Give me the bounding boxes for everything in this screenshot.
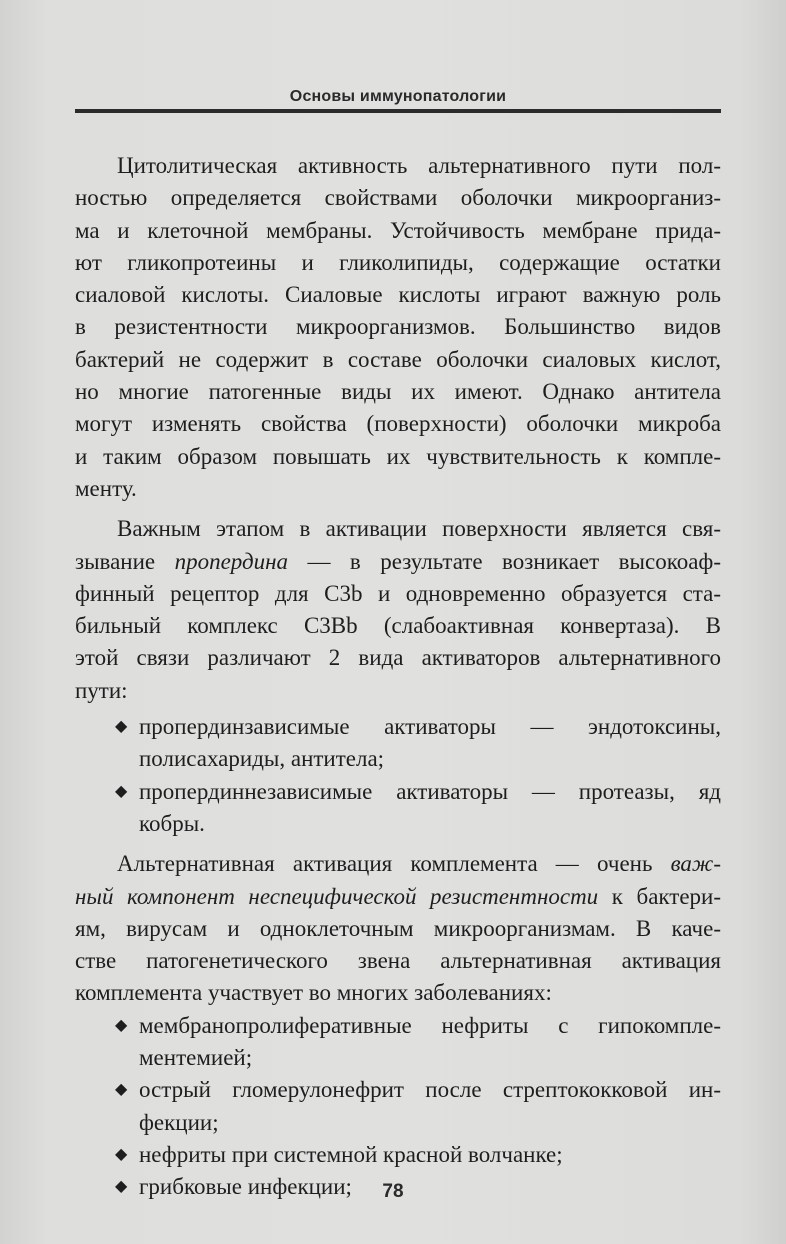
- text-line: комплемента участвует во многих заболеваниях:: [75, 980, 552, 1006]
- text-line: бильный комплекс C3Bb (слабоактивная конвертаза). В: [75, 613, 721, 639]
- diamond-bullet-icon: ◆: [115, 1081, 128, 1099]
- list-item: [75, 1010, 721, 1075]
- text-line: полисахариды, антитела;: [139, 746, 385, 772]
- running-title: Основы иммунопатологии: [289, 88, 507, 105]
- text-run: зывание: [75, 548, 175, 574]
- text-line: и таким образом повышать их чувствительность к компле-: [75, 443, 721, 469]
- paragraph-3: [75, 848, 721, 1009]
- text-line: ментемией;: [139, 1045, 253, 1071]
- list-item: [75, 1139, 721, 1171]
- term-properdin: пропердина: [174, 548, 289, 574]
- diseases-list: [75, 1010, 721, 1204]
- list-item: [75, 711, 721, 776]
- list-item: [75, 776, 721, 841]
- paragraph-2: [75, 513, 721, 707]
- list-item: [75, 1074, 721, 1139]
- text-run: — в результате возникает высокоаф-: [288, 548, 721, 574]
- text-line: [75, 881, 721, 913]
- diamond-bullet-icon: ◆: [115, 1178, 128, 1196]
- activators-list: [75, 711, 721, 840]
- text-line: финный рецептор для C3b и одновременно образуется ста-: [75, 580, 721, 606]
- text-line: грибковые инфекции;: [139, 1174, 352, 1200]
- diamond-bullet-icon: ◆: [115, 718, 128, 736]
- text-line: Цитолитическая активность альтернативного пути пол-: [117, 153, 721, 178]
- text-line: пропердиннезависимые активаторы — протеазы, яд: [139, 778, 721, 804]
- text-line: нефриты при системной красной волчанке;: [139, 1141, 563, 1167]
- text-line: пропердинзависимые активаторы — эндотоксины,: [139, 714, 721, 740]
- diamond-bullet-icon: ◆: [115, 1145, 128, 1163]
- text-line: но многие патогенные виды их имеют. Однако антитела: [75, 379, 721, 405]
- text-line: могут изменять свойства (поверхности) оболочки микроба: [75, 411, 721, 437]
- page-number: 78: [382, 1181, 404, 1202]
- text-line: этой связи различают 2 вида активаторов альтернативного: [75, 645, 721, 671]
- text-line: сиаловой кислоты. Сиаловые кислоты играют важную роль: [75, 282, 721, 308]
- text-run: к бактери-: [598, 883, 721, 909]
- text-line: пути:: [75, 677, 128, 703]
- text-line: бактерий не содержит в составе оболочки сиаловых кислот,: [75, 346, 721, 372]
- text-line: [75, 546, 721, 578]
- text-line: фекции;: [139, 1109, 219, 1135]
- text-line: ют гликопротеины и гликолипиды, содержащие остатки: [75, 249, 721, 275]
- text-line: кобры.: [139, 810, 205, 836]
- text-line: острый гломерулонефрит после стрептококковой ин-: [139, 1077, 721, 1103]
- diamond-bullet-icon: ◆: [115, 1016, 128, 1034]
- text-line: в резистентности микроорганизмов. Большинство видов: [75, 314, 721, 340]
- text-line: менту.: [75, 475, 137, 501]
- text-run-italic: ный компонент неспецифической резистентности: [75, 883, 599, 909]
- text-run-italic: важ-: [670, 851, 721, 877]
- text-run: Альтернативная активация комплемента — очень: [117, 851, 671, 877]
- diamond-bullet-icon: ◆: [115, 782, 128, 800]
- text-line: ям, вирусам и одноклеточным микроорганизмам. В каче-: [75, 915, 721, 941]
- main-text: [75, 150, 721, 1212]
- header-rule: [75, 109, 721, 113]
- paragraph-1: [75, 150, 721, 505]
- text-line: [75, 848, 721, 880]
- text-line: мембранопролиферативные нефриты с гипокомпле-: [139, 1012, 721, 1038]
- text-line: стве патогенетического звена альтернативная активация: [75, 948, 721, 974]
- text-line: ма и клеточной мембраны. Устойчивость мембране прида-: [75, 217, 721, 243]
- text-line: Важным этапом в активации поверхности является свя-: [117, 516, 721, 542]
- text-line: ностью определяется свойствами оболочки микроорганиз-: [75, 185, 721, 211]
